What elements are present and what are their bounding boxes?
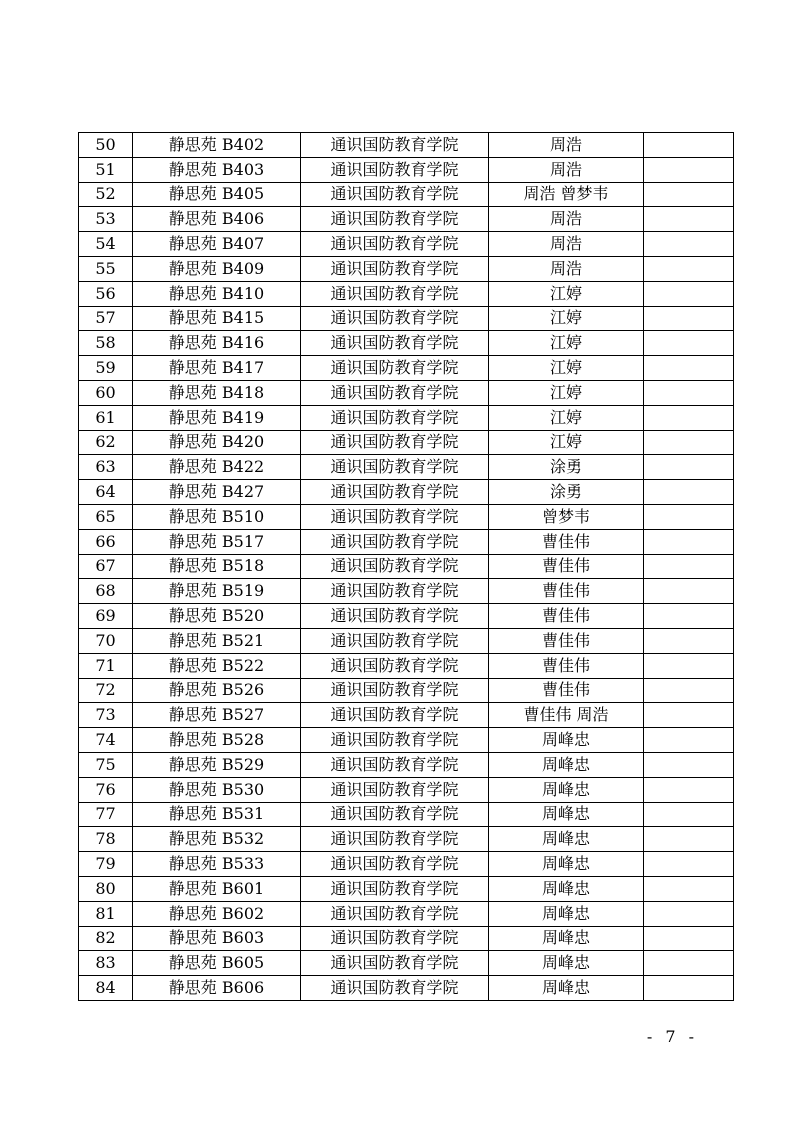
row-index-cell: 79 xyxy=(79,852,133,877)
college-cell: 通识国防教育学院 xyxy=(301,133,489,158)
person-cell: 曹佳伟 xyxy=(489,604,644,629)
college-cell: 通识国防教育学院 xyxy=(301,827,489,852)
college-cell: 通识国防教育学院 xyxy=(301,504,489,529)
row-index-cell: 50 xyxy=(79,133,133,158)
note-cell xyxy=(644,777,734,802)
note-cell xyxy=(644,405,734,430)
table-row xyxy=(79,306,734,331)
table-row xyxy=(79,430,734,455)
college-cell: 通识国防教育学院 xyxy=(301,256,489,281)
person-cell: 周浩 曾梦韦 xyxy=(489,182,644,207)
college-cell: 通识国防教育学院 xyxy=(301,628,489,653)
college-cell: 通识国防教育学院 xyxy=(301,306,489,331)
note-cell xyxy=(644,628,734,653)
person-cell: 周峰忠 xyxy=(489,752,644,777)
row-index-cell: 76 xyxy=(79,777,133,802)
note-cell xyxy=(644,703,734,728)
row-index-cell: 64 xyxy=(79,480,133,505)
college-cell: 通识国防教育学院 xyxy=(301,455,489,480)
note-cell xyxy=(644,504,734,529)
row-index-cell: 67 xyxy=(79,554,133,579)
person-cell: 曹佳伟 xyxy=(489,678,644,703)
row-index-cell: 63 xyxy=(79,455,133,480)
person-cell: 周峰忠 xyxy=(489,876,644,901)
note-cell xyxy=(644,356,734,381)
room-cell: 静思苑 B409 xyxy=(133,256,301,281)
college-cell: 通识国防教育学院 xyxy=(301,728,489,753)
table-row xyxy=(79,628,734,653)
person-cell: 江婷 xyxy=(489,430,644,455)
person-cell: 涂勇 xyxy=(489,455,644,480)
room-cell: 静思苑 B518 xyxy=(133,554,301,579)
table-row xyxy=(79,876,734,901)
college-cell: 通识国防教育学院 xyxy=(301,976,489,1001)
person-cell: 周峰忠 xyxy=(489,901,644,926)
person-cell: 江婷 xyxy=(489,405,644,430)
table-row xyxy=(79,752,734,777)
room-cell: 静思苑 B531 xyxy=(133,802,301,827)
person-cell: 周浩 xyxy=(489,157,644,182)
college-cell: 通识国防教育学院 xyxy=(301,281,489,306)
room-cell: 静思苑 B402 xyxy=(133,133,301,158)
college-cell: 通识国防教育学院 xyxy=(301,331,489,356)
person-cell: 曾梦韦 xyxy=(489,504,644,529)
person-cell: 周浩 xyxy=(489,256,644,281)
table-row xyxy=(79,157,734,182)
person-cell: 曹佳伟 xyxy=(489,529,644,554)
person-cell: 周峰忠 xyxy=(489,926,644,951)
college-cell: 通识国防教育学院 xyxy=(301,405,489,430)
note-cell xyxy=(644,306,734,331)
table-row xyxy=(79,827,734,852)
person-cell: 曹佳伟 xyxy=(489,628,644,653)
note-cell xyxy=(644,976,734,1001)
note-cell xyxy=(644,455,734,480)
person-cell: 周浩 xyxy=(489,133,644,158)
note-cell xyxy=(644,232,734,257)
row-index-cell: 70 xyxy=(79,628,133,653)
note-cell xyxy=(644,951,734,976)
row-index-cell: 66 xyxy=(79,529,133,554)
table-row xyxy=(79,455,734,480)
note-cell xyxy=(644,653,734,678)
room-cell: 静思苑 B519 xyxy=(133,579,301,604)
table-row xyxy=(79,256,734,281)
note-cell xyxy=(644,133,734,158)
note-cell xyxy=(644,728,734,753)
note-cell xyxy=(644,182,734,207)
note-cell xyxy=(644,430,734,455)
person-cell: 周峰忠 xyxy=(489,728,644,753)
room-cell: 静思苑 B533 xyxy=(133,852,301,877)
person-cell: 周峰忠 xyxy=(489,951,644,976)
table-body xyxy=(79,133,734,1001)
room-cell: 静思苑 B520 xyxy=(133,604,301,629)
table-row xyxy=(79,529,734,554)
person-cell: 江婷 xyxy=(489,281,644,306)
note-cell xyxy=(644,256,734,281)
person-cell: 曹佳伟 xyxy=(489,653,644,678)
table-row xyxy=(79,232,734,257)
row-index-cell: 51 xyxy=(79,157,133,182)
room-cell: 静思苑 B410 xyxy=(133,281,301,306)
room-cell: 静思苑 B406 xyxy=(133,207,301,232)
table-row xyxy=(79,331,734,356)
table-row xyxy=(79,653,734,678)
room-cell: 静思苑 B521 xyxy=(133,628,301,653)
note-cell xyxy=(644,331,734,356)
college-cell: 通识国防教育学院 xyxy=(301,529,489,554)
table-row xyxy=(79,554,734,579)
person-cell: 江婷 xyxy=(489,356,644,381)
row-index-cell: 52 xyxy=(79,182,133,207)
note-cell xyxy=(644,876,734,901)
room-cell: 静思苑 B532 xyxy=(133,827,301,852)
note-cell xyxy=(644,802,734,827)
room-cell: 静思苑 B527 xyxy=(133,703,301,728)
person-cell: 周峰忠 xyxy=(489,852,644,877)
page-number: - 7 - xyxy=(646,1027,698,1046)
table-row xyxy=(79,604,734,629)
row-index-cell: 61 xyxy=(79,405,133,430)
note-cell xyxy=(644,926,734,951)
row-index-cell: 55 xyxy=(79,256,133,281)
table-row xyxy=(79,356,734,381)
table-row xyxy=(79,579,734,604)
room-cell: 静思苑 B517 xyxy=(133,529,301,554)
row-index-cell: 80 xyxy=(79,876,133,901)
table-row xyxy=(79,926,734,951)
college-cell: 通识国防教育学院 xyxy=(301,653,489,678)
college-cell: 通识国防教育学院 xyxy=(301,232,489,257)
college-cell: 通识国防教育学院 xyxy=(301,752,489,777)
college-cell: 通识国防教育学院 xyxy=(301,852,489,877)
note-cell xyxy=(644,852,734,877)
person-cell: 涂勇 xyxy=(489,480,644,505)
college-cell: 通识国防教育学院 xyxy=(301,901,489,926)
table-row xyxy=(79,852,734,877)
room-cell: 静思苑 B407 xyxy=(133,232,301,257)
note-cell xyxy=(644,529,734,554)
note-cell xyxy=(644,380,734,405)
person-cell: 江婷 xyxy=(489,331,644,356)
room-cell: 静思苑 B416 xyxy=(133,331,301,356)
room-cell: 静思苑 B603 xyxy=(133,926,301,951)
college-cell: 通识国防教育学院 xyxy=(301,951,489,976)
row-index-cell: 58 xyxy=(79,331,133,356)
row-index-cell: 81 xyxy=(79,901,133,926)
table-row xyxy=(79,281,734,306)
note-cell xyxy=(644,480,734,505)
room-cell: 静思苑 B530 xyxy=(133,777,301,802)
college-cell: 通识国防教育学院 xyxy=(301,182,489,207)
college-cell: 通识国防教育学院 xyxy=(301,802,489,827)
room-cell: 静思苑 B418 xyxy=(133,380,301,405)
college-cell: 通识国防教育学院 xyxy=(301,579,489,604)
person-cell: 周峰忠 xyxy=(489,827,644,852)
room-cell: 静思苑 B602 xyxy=(133,901,301,926)
room-assignment-table xyxy=(78,132,734,1001)
note-cell xyxy=(644,207,734,232)
row-index-cell: 84 xyxy=(79,976,133,1001)
table-row xyxy=(79,703,734,728)
room-cell: 静思苑 B601 xyxy=(133,876,301,901)
table-row xyxy=(79,728,734,753)
college-cell: 通识国防教育学院 xyxy=(301,554,489,579)
room-cell: 静思苑 B422 xyxy=(133,455,301,480)
row-index-cell: 83 xyxy=(79,951,133,976)
room-cell: 静思苑 B528 xyxy=(133,728,301,753)
room-cell: 静思苑 B510 xyxy=(133,504,301,529)
person-cell: 周峰忠 xyxy=(489,802,644,827)
row-index-cell: 62 xyxy=(79,430,133,455)
table-row xyxy=(79,802,734,827)
table-row xyxy=(79,133,734,158)
room-cell: 静思苑 B419 xyxy=(133,405,301,430)
person-cell: 江婷 xyxy=(489,306,644,331)
college-cell: 通识国防教育学院 xyxy=(301,380,489,405)
row-index-cell: 74 xyxy=(79,728,133,753)
table-row xyxy=(79,207,734,232)
college-cell: 通识国防教育学院 xyxy=(301,356,489,381)
note-cell xyxy=(644,678,734,703)
person-cell: 周浩 xyxy=(489,207,644,232)
note-cell xyxy=(644,281,734,306)
person-cell: 曹佳伟 xyxy=(489,579,644,604)
person-cell: 周浩 xyxy=(489,232,644,257)
person-cell: 曹佳伟 xyxy=(489,554,644,579)
note-cell xyxy=(644,554,734,579)
row-index-cell: 73 xyxy=(79,703,133,728)
note-cell xyxy=(644,752,734,777)
row-index-cell: 72 xyxy=(79,678,133,703)
row-index-cell: 82 xyxy=(79,926,133,951)
room-cell: 静思苑 B605 xyxy=(133,951,301,976)
college-cell: 通识国防教育学院 xyxy=(301,777,489,802)
row-index-cell: 59 xyxy=(79,356,133,381)
table-row xyxy=(79,380,734,405)
note-cell xyxy=(644,827,734,852)
college-cell: 通识国防教育学院 xyxy=(301,678,489,703)
table-row xyxy=(79,777,734,802)
college-cell: 通识国防教育学院 xyxy=(301,604,489,629)
row-index-cell: 75 xyxy=(79,752,133,777)
room-cell: 静思苑 B529 xyxy=(133,752,301,777)
table-row xyxy=(79,182,734,207)
college-cell: 通识国防教育学院 xyxy=(301,876,489,901)
room-cell: 静思苑 B427 xyxy=(133,480,301,505)
note-cell xyxy=(644,604,734,629)
table-row xyxy=(79,405,734,430)
person-cell: 周峰忠 xyxy=(489,777,644,802)
table-row xyxy=(79,901,734,926)
table-row xyxy=(79,504,734,529)
room-cell: 静思苑 B526 xyxy=(133,678,301,703)
row-index-cell: 53 xyxy=(79,207,133,232)
room-cell: 静思苑 B522 xyxy=(133,653,301,678)
college-cell: 通识国防教育学院 xyxy=(301,926,489,951)
person-cell: 曹佳伟 周浩 xyxy=(489,703,644,728)
note-cell xyxy=(644,901,734,926)
college-cell: 通识国防教育学院 xyxy=(301,430,489,455)
row-index-cell: 60 xyxy=(79,380,133,405)
person-cell: 江婷 xyxy=(489,380,644,405)
row-index-cell: 71 xyxy=(79,653,133,678)
room-cell: 静思苑 B420 xyxy=(133,430,301,455)
room-cell: 静思苑 B405 xyxy=(133,182,301,207)
table-row xyxy=(79,951,734,976)
row-index-cell: 69 xyxy=(79,604,133,629)
table-row xyxy=(79,976,734,1001)
row-index-cell: 68 xyxy=(79,579,133,604)
room-cell: 静思苑 B606 xyxy=(133,976,301,1001)
row-index-cell: 77 xyxy=(79,802,133,827)
college-cell: 通识国防教育学院 xyxy=(301,207,489,232)
room-cell: 静思苑 B403 xyxy=(133,157,301,182)
row-index-cell: 54 xyxy=(79,232,133,257)
room-cell: 静思苑 B415 xyxy=(133,306,301,331)
row-index-cell: 56 xyxy=(79,281,133,306)
row-index-cell: 57 xyxy=(79,306,133,331)
college-cell: 通识国防教育学院 xyxy=(301,703,489,728)
college-cell: 通识国防教育学院 xyxy=(301,157,489,182)
person-cell: 周峰忠 xyxy=(489,976,644,1001)
table-row xyxy=(79,480,734,505)
table-row xyxy=(79,678,734,703)
note-cell xyxy=(644,157,734,182)
college-cell: 通识国防教育学院 xyxy=(301,480,489,505)
room-cell: 静思苑 B417 xyxy=(133,356,301,381)
row-index-cell: 78 xyxy=(79,827,133,852)
note-cell xyxy=(644,579,734,604)
row-index-cell: 65 xyxy=(79,504,133,529)
